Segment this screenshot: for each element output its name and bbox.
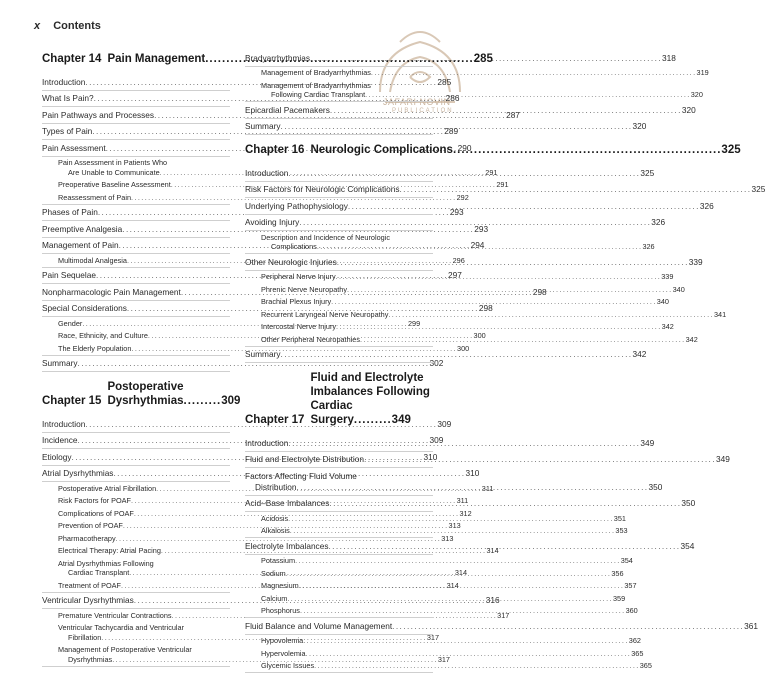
chapter-15-heading[interactable] (42, 380, 241, 408)
toc-entry-title: Risk Factors for Neurologic Complications (245, 184, 400, 194)
toc-entry-title: Pharmacotherapy (58, 533, 116, 543)
toc-entry-title: Epicardial Pacemakers (245, 104, 330, 115)
toc-entry-title-line1: Atrial Dysrhythmias Following (58, 558, 154, 568)
toc-entry-page: 309 (429, 435, 444, 445)
toc-entry-title: Phrenic Nerve Neuropathy (261, 284, 347, 294)
chapter-page: 309 (221, 395, 241, 407)
toc-entry-page: 354 (620, 556, 633, 565)
toc-entry-page: 317 (426, 632, 440, 642)
toc-entry-page: 326 (699, 200, 714, 211)
toc-entry-title: Reassessment of Pain (58, 192, 132, 202)
toc-entry-page: 314 (454, 568, 468, 577)
chapter-title: Neurologic Complications (310, 144, 453, 156)
toc-entry-title: Atrial Dysrhythmias (42, 468, 114, 478)
toc-entry-page: 285 (437, 76, 452, 87)
toc-entry-page: 339 (688, 256, 703, 267)
chapter-page: 349 (391, 414, 411, 426)
toc-entry-title-line2: Following Cardiac Transplant (271, 90, 366, 99)
toc-entry[interactable] (245, 555, 633, 568)
toc-entry-title: Underlying Pathophysiology (245, 200, 348, 211)
toc-entry-title: Sodium (261, 568, 286, 578)
toc-entry-page: 286 (445, 93, 460, 103)
chapter-title-line1: Fluid and Electrolyte (310, 372, 424, 384)
toc-entry-page: 325 (640, 167, 655, 178)
toc-entry-page: 339 (661, 272, 674, 281)
toc-entry-page: 342 (685, 334, 698, 344)
chapter-number: Chapter 17 (245, 414, 305, 426)
toc-entry-page: 311 (481, 483, 494, 493)
toc-entry-title: Pain Assessment (42, 142, 106, 153)
toc-entry-title: Special Considerations (42, 303, 127, 313)
toc-entry-page: 291 (485, 167, 498, 177)
toc-entry-title: Glycemic Issues (261, 661, 315, 670)
toc-entry[interactable] (245, 452, 730, 469)
toc-entry-title: Bradyarrhythmias (245, 52, 311, 63)
toc-entry-title: Electrical Therapy: Atrial Pacing (58, 546, 161, 555)
toc-entry-page: 349 (640, 437, 655, 448)
toc-entry-title: Premature Ventricular Contractions (58, 610, 172, 620)
toc-entry-page: 300 (473, 331, 486, 340)
toc-entry-title: Hypervolemia (261, 648, 306, 658)
toc-entry-title: Recurrent Laryngeal Nerve Neuropathy (261, 309, 389, 319)
toc-entry-page: 314 (446, 580, 459, 590)
page-number: x (34, 20, 41, 32)
toc-entry-title-line2: Are Unable to Communicate (68, 167, 160, 177)
chapter-title-line2: Dysrhythmias (107, 395, 184, 407)
toc-entry-title: Incidence (42, 435, 78, 445)
toc-entry-title: Calcium (261, 593, 288, 603)
toc-entry[interactable] (245, 618, 758, 635)
toc-entry-title: Types of Pain (42, 126, 93, 136)
toc-entry-page: 312 (459, 508, 472, 518)
chapter-page: 325 (721, 144, 741, 156)
watermark-name: JAFARI NOVIN (383, 97, 451, 107)
toc-entry-title: Fluid and Electrolyte Distribution (245, 454, 364, 464)
toc-entry-page: 297 (447, 270, 462, 280)
toc-entry-page: 290 (457, 142, 472, 153)
toc-entry-page: 342 (661, 322, 674, 331)
toc-entry-page: 310 (465, 468, 480, 478)
toc-entry-title: What Is Pain? (42, 93, 94, 103)
watermark-sub: PUBLICATION (392, 108, 454, 114)
toc-entry-page: 309 (437, 418, 452, 429)
toc-entry-page: 316 (485, 595, 500, 605)
toc-entry-title: Other Peripheral Neuropathies (261, 334, 360, 344)
toc-entry[interactable] (245, 67, 709, 80)
toc-entry-page: 365 (631, 648, 644, 658)
toc-entry-title-line2: Cardiac Transplant (68, 568, 130, 577)
toc-entry-page: 317 (497, 610, 510, 620)
toc-entry-page: 325 (751, 184, 765, 194)
toc-entry[interactable] (42, 191, 469, 205)
toc-entry-title: Nonpharmacologic Pain Management (42, 286, 181, 297)
toc-entry-title-line2: Distribution (255, 481, 297, 492)
toc-entry-title: Brachial Plexus Injury (261, 297, 332, 306)
toc-entry-title-line1: Pain Assessment in Patients Who (58, 158, 168, 167)
toc-entry-page: 350 (681, 498, 696, 508)
toc-entry-page: 287 (506, 109, 520, 120)
toc-entry-title: Avoiding Injury (245, 217, 300, 227)
toc-entry-title: Acid–Base Imbalances (245, 498, 330, 508)
toc-entry-title-line1: Ventricular Tachycardia and Ventricular (58, 623, 185, 632)
toc-entry-title: Introduction (245, 167, 289, 178)
toc-entry-page: 298 (532, 286, 547, 297)
chapter-number: Chapter 14 (42, 53, 102, 65)
toc-entry-title-line1: Description and Incidence of Neurologic (261, 232, 390, 242)
toc-entry-page: 299 (407, 318, 421, 328)
toc-entry-page: 289 (444, 126, 459, 136)
toc-entry-page: 362 (628, 636, 641, 645)
toc-entry-title: Other Neurologic Injuries (245, 256, 337, 267)
toc-entry-page: 365 (639, 661, 652, 670)
toc-entry-title: Prevention of POAF (58, 521, 123, 530)
toc-entry-title: Electrolyte Imbalances (245, 540, 329, 551)
chapter-number: Chapter 16 (245, 144, 305, 156)
toc-entry-title-line1: Management of Bradyarrhythmias (261, 80, 371, 90)
page-header (34, 20, 101, 32)
toc-entry-title: Ventricular Dysrhythmias (42, 595, 134, 605)
toc-entry-title: Hypovolemia (261, 636, 304, 645)
page-title: Contents (53, 20, 101, 32)
toc-entry-title-line2: Fibrillation (68, 632, 102, 642)
toc-entry-title: Summary (245, 349, 281, 359)
toc-entry-page: 300 (457, 343, 470, 353)
toc-entry-page: 313 (448, 521, 461, 530)
toc-entry-page: 320 (632, 121, 647, 131)
toc-entry-page: 351 (613, 513, 626, 523)
toc-entry-page: 359 (612, 593, 626, 603)
chapter-number: Chapter 15 (42, 395, 102, 407)
toc-entry-title: Pain Pathways and Processes (42, 109, 155, 120)
toc-entry-page: 302 (429, 358, 444, 368)
toc-entry-page: 293 (449, 207, 464, 217)
toc-entry-page: 317 (437, 654, 450, 664)
toc-entry-title: Summary (42, 358, 78, 368)
toc-entry[interactable] (42, 356, 444, 373)
chapter-title: Pain Management (107, 53, 206, 65)
toc-entry-title: Fluid Balance and Volume Management (245, 620, 393, 631)
toc-entry-title-line2: Dysrhythmias (68, 654, 113, 664)
toc-entry-page: 353 (615, 526, 628, 535)
toc-entry-title: Intercostal Nerve Injury (261, 322, 337, 331)
toc-entry-title: Phosphorus (261, 606, 300, 615)
toc-entry-title: Complications of POAF (58, 508, 134, 518)
toc-entry-title: Introduction (42, 418, 86, 429)
toc-entry-page: 349 (715, 454, 730, 464)
toc-entry-page: 313 (441, 533, 454, 543)
chapter-title-line3: Cardiac Surgery (310, 400, 354, 426)
toc-entry-page: 310 (423, 451, 438, 462)
toc-entry-page: 319 (696, 68, 709, 77)
toc-entry-title: Potassium (261, 556, 296, 565)
toc-entry-title: Phases of Pain (42, 207, 98, 217)
toc-entry-title-line1: Factors Affecting Fluid Volume (245, 470, 357, 481)
chapter-title-line2: Imbalances Following (310, 386, 430, 398)
toc-entry-page: 340 (656, 297, 669, 306)
toc-entry-page: 340 (672, 284, 685, 294)
toc-entry-page: 361 (744, 620, 758, 631)
toc-entry-page: 293 (474, 223, 489, 234)
toc-entry-title: Magnesium (261, 581, 299, 590)
toc-entry-title: Risk Factors for POAF (58, 496, 131, 505)
toc-entry-title: Postoperative Atrial Fibrillation (58, 483, 157, 493)
toc-entry-page: 292 (456, 192, 469, 202)
toc-entry-page: 342 (632, 349, 647, 359)
toc-entry-title: The Elderly Population (58, 343, 132, 353)
toc-entry-title: Peripheral Nerve Injury (261, 272, 336, 281)
toc-entry-page: 320 (690, 90, 703, 99)
toc-entry-title: Acidosis (261, 513, 289, 523)
toc-entry-page: 311 (456, 496, 469, 505)
toc-entry-page: 341 (713, 309, 727, 319)
toc-entry-page: 298 (478, 303, 493, 313)
toc-entry-page: 357 (624, 581, 637, 590)
toc-entry[interactable] (245, 318, 674, 334)
toc-entry-page: 354 (680, 540, 695, 551)
toc-entry-title-line2: Complications (271, 242, 317, 251)
toc-entry-page: 291 (496, 180, 509, 189)
toc-entry-page: 360 (625, 606, 638, 615)
toc-entry-page: 294 (470, 240, 485, 250)
toc-entry[interactable] (42, 532, 454, 545)
toc-entry-title: Alkalosis (261, 526, 290, 535)
chapter-page: 285 (473, 53, 493, 65)
toc-entry-title: Management of Pain (42, 240, 119, 250)
toc-entry-title: Race, Ethnicity, and Culture (58, 331, 148, 340)
toc-entry-title: Gender (58, 318, 83, 328)
toc-entry[interactable] (245, 660, 652, 674)
toc-entry-title: Summary (245, 121, 281, 131)
chapter-17-heading[interactable] (245, 371, 433, 427)
toc-entry-page: 350 (648, 481, 663, 492)
toc-entry-title: Etiology (42, 451, 72, 462)
toc-entry-title: Preemptive Analgesia (42, 223, 123, 234)
toc-entry-page: 326 (642, 242, 655, 251)
toc-entry-page: 320 (681, 104, 696, 115)
toc-entry-page: 314 (486, 546, 499, 555)
toc-entry-title: Management of Bradyarrhythmias (261, 68, 371, 77)
toc-entry-title: Pain Sequelae (42, 270, 96, 280)
toc-entry-title: Introduction (42, 76, 86, 87)
toc-entry-page: 356 (611, 568, 624, 578)
toc-entry-title: Introduction (245, 437, 289, 448)
toc-entry-page: 296 (452, 255, 465, 265)
toc-entry-title: Multimodal Analgesia (58, 255, 127, 265)
toc-entry-page: 318 (662, 52, 676, 63)
chapter-title-line1: Postoperative (107, 381, 184, 393)
toc-entry-title: Preoperative Baseline Assessment (58, 180, 171, 189)
toc-entry-page: 326 (651, 217, 666, 227)
toc-entry-title: Treatment of POAF (58, 580, 121, 590)
toc-entry-title-line1: Management of Postoperative Ventricular (58, 645, 192, 654)
